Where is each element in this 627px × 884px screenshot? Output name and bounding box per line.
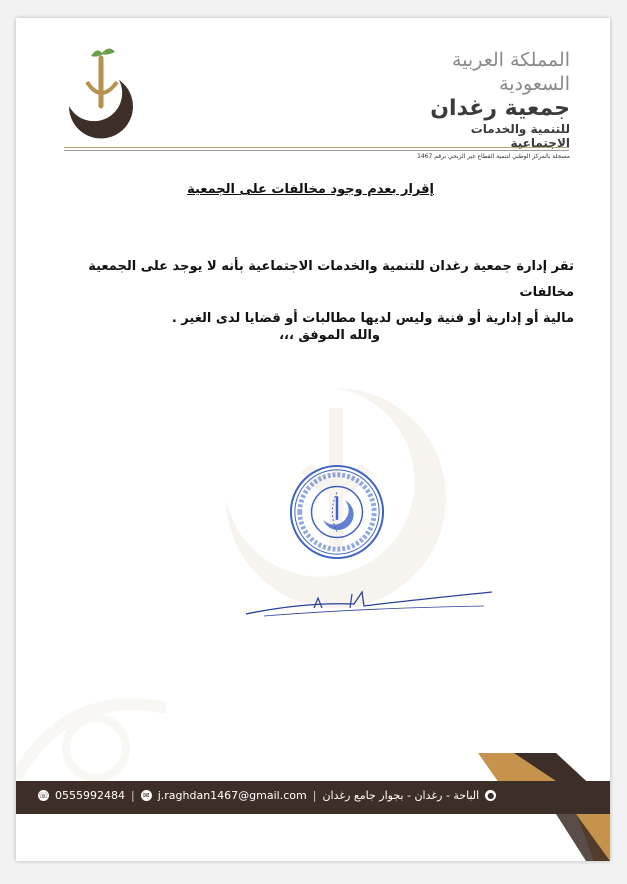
organization-name: جمعية رغدان xyxy=(430,96,570,121)
email-icon: ✉ xyxy=(141,790,152,801)
footer-email: j.raghdan1467@gmail.com xyxy=(157,789,307,802)
organization-subtitle: للتنمية والخدمات الاجتماعية xyxy=(470,122,570,150)
organization-header xyxy=(410,48,570,162)
phone-icon: ☏ xyxy=(38,791,49,800)
header-divider xyxy=(64,147,569,148)
footer-separator: | xyxy=(312,789,317,802)
body-line-2: مالية أو إدارية أو فنية وليس لديها مطالبات أو قضايا لدى الغير . xyxy=(171,311,574,326)
body-line-1: تقر إدارة جمعية رغدان للتنمية والخدمات الاجتماعية بأنه لا يوجد على الجمعية مخالفات xyxy=(88,259,574,300)
location-icon: ● xyxy=(485,790,496,801)
official-stamp-icon xyxy=(288,463,386,561)
kingdom-label: المملكة العربية السعودية xyxy=(452,49,570,95)
header-divider-thin xyxy=(64,150,569,151)
footer-address: الباحة - رغدان - بجوار جامع رغدان xyxy=(322,789,480,802)
signature-icon xyxy=(244,580,494,620)
footer-contact xyxy=(38,789,496,802)
closing-phrase: والله الموفق ،،، xyxy=(279,328,380,343)
document-title: إقرار بعدم وجود مخالفات على الجمعية xyxy=(187,182,434,197)
document-body xyxy=(78,254,574,332)
footer-phone: 0555992484 xyxy=(55,789,125,802)
registration-note: مسجلة بالمركز الوطني لتنمية القطاع غير الربحي برقم 1467 xyxy=(417,153,570,160)
document-page xyxy=(16,18,610,861)
footer-separator: | xyxy=(131,789,135,802)
raghdan-logo-icon xyxy=(61,44,136,139)
